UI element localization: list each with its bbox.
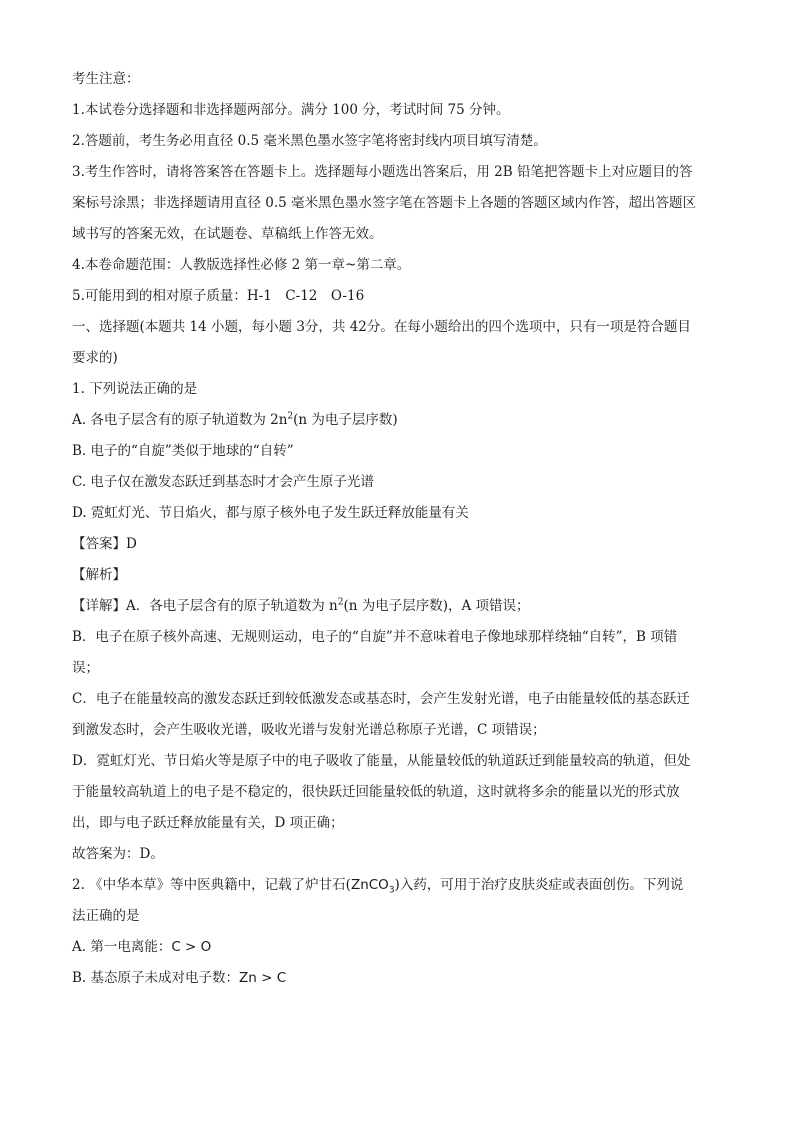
q1-detail-b-cont: 误； [72, 660, 99, 676]
notice-item-3-cont2: 域书写的答案无效，在试题卷、草稿纸上作答无效。 [72, 226, 383, 242]
notice-item-1: 1.本试卷分选择题和非选择题两部分。满分 100 分，考试时间 75 分钟。 [72, 102, 510, 118]
answer-value: D [126, 536, 137, 552]
section-heading-cont: 要求的) [72, 350, 118, 366]
q1-conclusion: 故答案为：D。 [72, 846, 164, 862]
q2-stem-cont: 法正确的是 [72, 908, 140, 924]
q1-analysis-tag: 【解析】 [72, 567, 126, 583]
section-heading: 一、选择题(本题共 14 小题，每小题 3分，共 42分。在每小题给出的四个选项中，只有一项是符合题目 [72, 319, 691, 335]
notice-item-3-cont: 案标号涂黑；非选择题请用直径 0.5 毫米黑色墨水签字笔在答题卡上各题的答题区域内作答，超出答题区 [72, 195, 697, 211]
q1-detail-a: 【详解】A．各电子层含有的原子轨道数为 $n^2(n$ 为电子层序数)，A 项错误； [72, 597, 530, 614]
q1-detail-d-cont: 于能量较高轨道上的电子是不稳定的，很快跃迁回能量较低的轨道，这时就将多余的能量以光的形式放 [72, 784, 680, 800]
notice-item-3: 3.考生作答时，请将答案答在答题卡上。选择题每小题选出答案后，用 2B 铅笔把答题卡上对应题目的答 [72, 164, 693, 180]
q1-detail-c-cont: 到激发态时，会产生吸收光谱，吸收光谱与发射光谱总称原子光谱，C 项错误； [72, 722, 546, 738]
q2-option-b: B. 基态原子未成对电子数：Zn > C [72, 970, 287, 986]
q1-detail-d: D．霓虹灯光、节日焰火等是原子中的电子吸收了能量，从能量较低的轨道跃迁到能量较高的轨道，但处 [72, 753, 691, 769]
q1-option-b: B. 电子的“自旋”类似于地球的“自转” [72, 443, 294, 459]
answer-tag: 【答案】 [72, 536, 126, 552]
notice-item-4: 4.本卷命题范围：人教版选择性必修 2 第一章~第二章。 [72, 257, 411, 273]
q1-option-c: C. 电子仅在激发态跃迁到基态时才会产生原子光谱 [72, 474, 374, 490]
q1-detail-d-cont2: 出，即与电子跃迁释放能量有关，D 项正确； [72, 815, 344, 831]
exam-page [72, 64, 722, 994]
q1-detail-c: C．电子在能量较高的激发态跃迁到较低激发态或基态时，会产生发射光谱，电子由能量较低的基态跃迁 [72, 691, 690, 707]
q1-stem: 1. 下列说法正确的是 [72, 381, 198, 397]
notice-heading: 考生注意： [72, 71, 140, 87]
q1-option-d: D. 霓虹灯光、节日焰火，都与原子核外电子发生跃迁释放能量有关 [72, 505, 469, 521]
q1-answer [72, 529, 722, 560]
zinc-carbonate-formula: ZnCO$_3$ [350, 877, 395, 896]
notice-item-5: 5.可能用到的相对原子质量：H-1 C-12 O-16 [72, 288, 365, 304]
q1-option-a: A. 各电子层含有的原子轨道数为 $2n^2(n$ 为电子层序数) [72, 411, 398, 428]
q2-stem: 2. 《中华本草》等中医典籍中，记载了炉甘石(ZnCO$_3$)入药，可用于治疗皮肤炎症或表面创伤。下列说 [72, 877, 684, 896]
q2-option-a: A. 第一电离能：C > O [72, 939, 212, 955]
notice-item-2: 2.答题前，考生务必用直径 0.5 毫米黑色墨水签字笔将密封线内项目填写清楚。 [72, 133, 547, 149]
q1-detail-b: B．电子在原子核外高速、无规则运动，电子的“自旋”并不意味着电子像地球那样绕轴“自转”，B 项错 [72, 629, 678, 645]
